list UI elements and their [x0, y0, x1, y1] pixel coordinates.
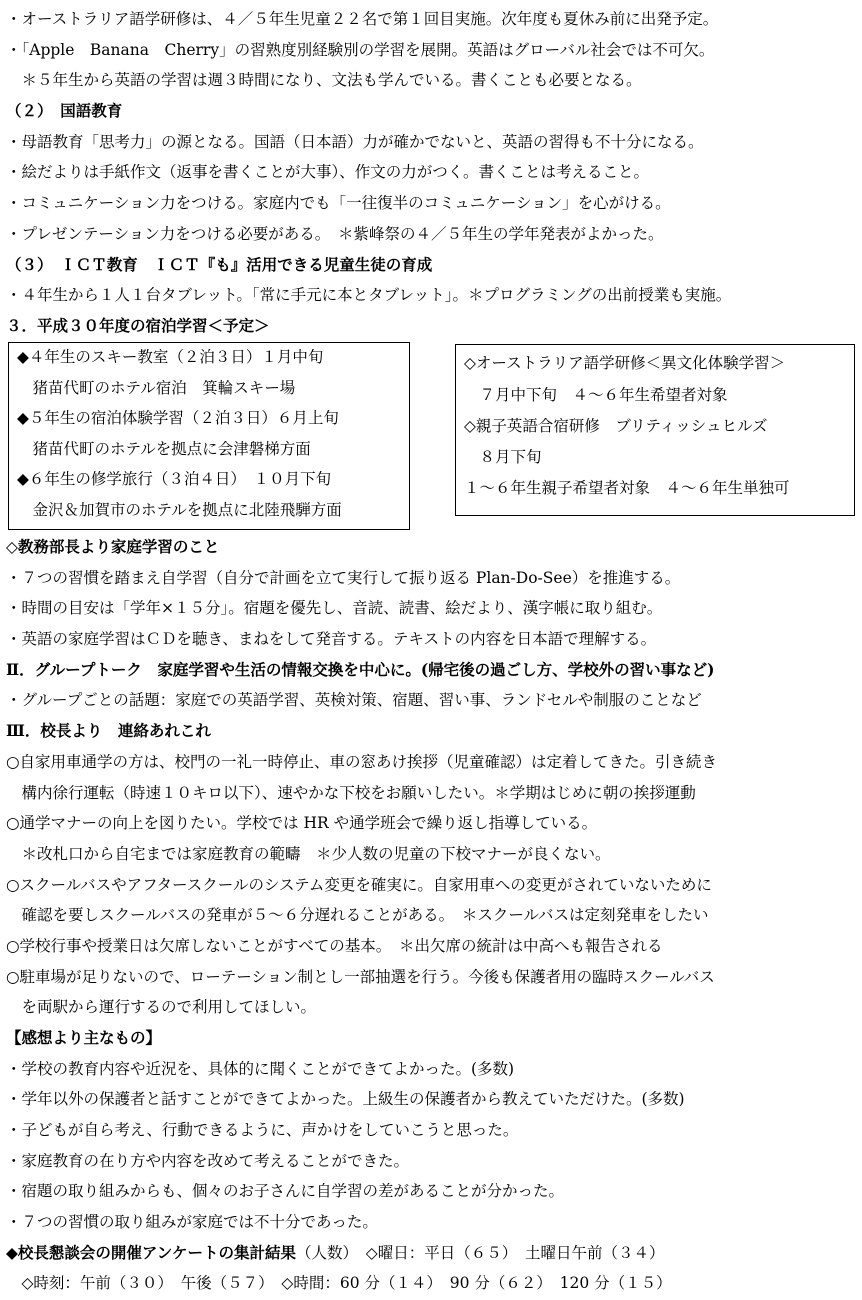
- text-line: 確認を要しスクールバスの発車が５～６分遅れることがある。 ＊スクールバスは定刻発車をしたい: [6, 906, 709, 924]
- section-heading: Ⅲ．校長より 連絡あれこれ: [6, 721, 211, 740]
- text-line: ・コミュニケーション力をつける。家庭内でも「一往復半のコミュニケーション」を心がける。: [6, 194, 671, 212]
- text-line: ・「Apple Banana Cherry」の習熟度別経験別の学習を展開。英語はグローバル社会では不可欠。: [6, 41, 715, 59]
- text-line: ・オーストラリア語学研修は、４／５年生児童２２名で第１回目実施。次年度も夏休み前に出発予定。: [6, 10, 719, 28]
- lodging-schedule-box: [8, 342, 410, 530]
- survey-title: ◆校長懇談会の開催アンケートの集計結果: [6, 1243, 296, 1262]
- survey-unit: （人数）: [296, 1244, 351, 1262]
- text-line: ○駐車場が足りないので、ローテーション制とし一部抽選を行う。今後も保護者用の臨時スクールバス: [6, 968, 715, 986]
- text-line: ・英語の家庭学習はＣＤを聴き、まねをして発音する。テキストの内容を日本語で理解する。: [6, 630, 657, 648]
- section-heading: （３） ＩＣＴ教育 ＩＣＴ『も』活用できる児童生徒の育成: [6, 255, 433, 274]
- text-line: ・７つの習慣を踏まえ自学習（自分で計画を立て実行して振り返る Plan-Do-See）を推進する。: [6, 569, 681, 587]
- box-line: ８月下旬: [464, 448, 542, 466]
- survey-day: ◇曜日：平日（６５） 土曜日午前（３４）: [365, 1244, 665, 1262]
- text-line: ・プレゼンテーション力をつける必要がある。 ＊紫峰祭の４／５年生の学年発表がよかった。: [6, 225, 664, 243]
- text-line: を両駅から運行するので利用してほしい。: [6, 998, 317, 1016]
- section-heading: 【感想より主なもの】: [6, 1028, 162, 1047]
- survey-line: [6, 1243, 664, 1263]
- section-heading: （２） 国語教育: [6, 101, 123, 120]
- text-line: ○自家用車通学の方は、校門の一礼一時停止、車の窓あけ挨拶（児童確認）は定着してきた。引き続き: [6, 753, 718, 771]
- text-line: ・７つの習慣の取り組みが家庭では不十分であった。: [6, 1213, 378, 1231]
- text-line: ○通学マナーの向上を図りたい。学校では HR や通学班会で繰り返し指導している。: [6, 814, 598, 832]
- box-line: １～６年生親子希望者対象 ４～６年生単独可: [464, 479, 790, 497]
- box-line: ７月中下旬 ４～６年生希望者対象: [464, 386, 728, 404]
- section-heading: ３．平成３０年度の宿泊学習＜予定＞: [6, 316, 270, 335]
- box-line: ◆６年生の修学旅行（３泊４日） １０月下旬: [17, 470, 332, 488]
- text-line: ・子どもが自ら考え、行動できるように、声かけをしていこうと思った。: [6, 1121, 519, 1139]
- text-line: ＊改札口から自宅までは家庭教育の範疇 ＊少人数の児童の下校マナーが良くない。: [6, 845, 611, 863]
- box-line: 金沢＆加賀市のホテルを拠点に北陸飛騨方面: [17, 501, 342, 519]
- box-line: ◆５年生の宿泊体験学習（２泊３日）６月上旬: [17, 409, 339, 427]
- text-line: ＊５年生から英語の学習は週３時間になり、文法も学んでいる。書くことも必要となる。: [6, 71, 642, 89]
- box-line: 猪苗代町のホテル宿泊 箕輪スキー場: [17, 379, 296, 397]
- text-line: ・学校の教育内容や近況を、具体的に聞くことができてよかった。(多数): [6, 1060, 515, 1078]
- text-line: ・家庭教育の在り方や内容を改めて考えることができた。: [6, 1152, 410, 1170]
- section-heading: Ⅱ．グループトーク 家庭学習や生活の情報交換を中心に。(帰宅後の過ごし方、学校外の習い事など): [6, 660, 715, 679]
- text-line: 構内徐行運転（時速１０キロ以下）、速やかな下校をお願いしたい。＊学期はじめに朝の挨拶運動: [6, 784, 696, 802]
- text-line: ・グループごとの話題：家庭での英語学習、英検対策、宿題、習い事、ランドセルや制服のことなど: [6, 691, 702, 709]
- box-line: ◇オーストラリア語学研修＜異文化体験学習＞: [464, 354, 786, 372]
- optional-programs-box: [455, 344, 855, 516]
- text-line: ・時間の目安は「学年×１５分」。宿題を優先し、音読、読書、絵だより、漢字帳に取り組む。: [6, 599, 663, 617]
- text-line: ・学年以外の保護者と話すことができてよかった。上級生の保護者から教えていただけた。(多数): [6, 1090, 685, 1108]
- text-line: ○学校行事や授業日は欠席しないことがすべての基本。 ＊出欠席の統計は中高へも報告される: [6, 937, 663, 955]
- text-line: ・絵だよりは手紙作文（返事を書くことが大事）、作文の力がつく。書くことは考えること。: [6, 163, 649, 181]
- box-line: ◆４年生のスキー教室（２泊３日）１月中旬: [17, 348, 324, 366]
- text-line: ・宿題の取り組みからも、個々のお子さんに自学習の差があることが分かった。: [6, 1182, 565, 1200]
- text-line: ・母語教育「思考力」の源となる。国語（日本語）力が確かでないと、英語の習得も不十分になる。: [6, 133, 704, 151]
- survey-time: ◇時刻：午前（３０） 午後（５７） ◇時間：60 分（１４） 90 分（６２） 120 分（１５）: [21, 1274, 672, 1292]
- text-line: ○スクールバスやアフタースクールのシステム変更を確実に。自家用車への変更がされていないために: [6, 876, 712, 894]
- section-heading: ◇教務部長より家庭学習のこと: [6, 537, 220, 556]
- survey-line: [6, 1273, 672, 1293]
- text-line: ・４年生から１人１台タブレット。｢常に手元に本とタブレット｣。＊プログラミングの出前授業も実施。: [6, 286, 732, 304]
- box-line: ◇親子英語合宿研修 ブリティッシュヒルズ: [464, 417, 768, 435]
- box-line: 猪苗代町のホテルを拠点に会津磐梯方面: [17, 440, 311, 458]
